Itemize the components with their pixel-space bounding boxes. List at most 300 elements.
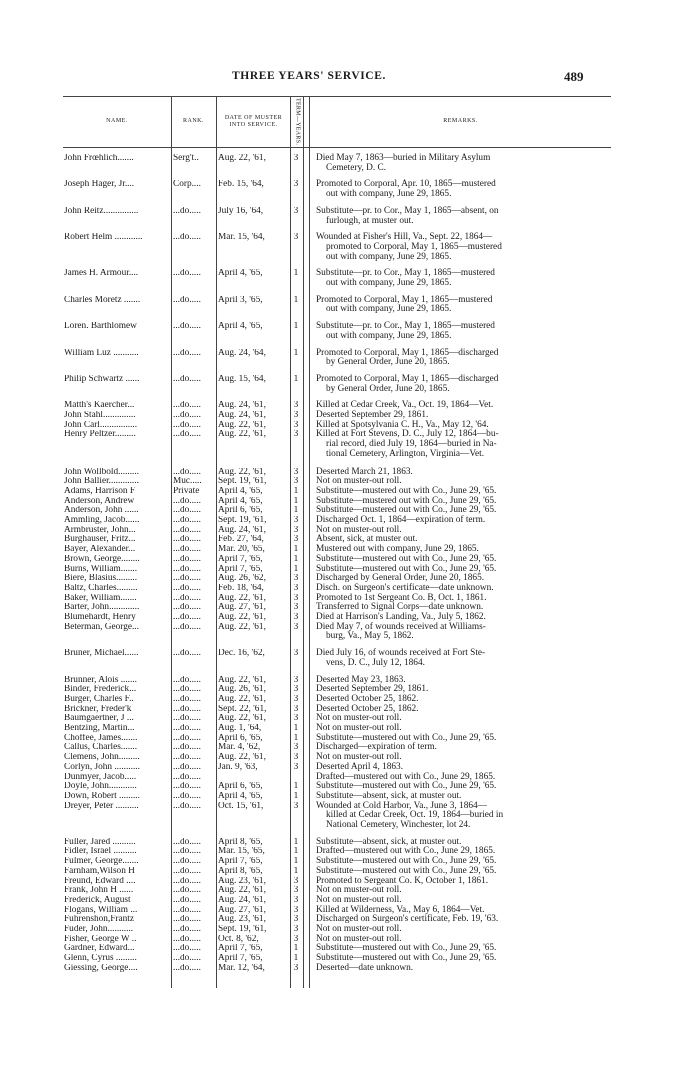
muster-date: Feb. 15, '64, [218, 180, 264, 190]
term-years: 3 [293, 420, 299, 430]
header-term: TERM—YEARS. [294, 97, 301, 146]
soldier-name: Brown, George........ [64, 554, 140, 564]
remarks-line: Died May 7, of wounds received at Williams- [316, 621, 486, 632]
muster-date: April 6, '65, [218, 782, 263, 792]
soldier-name: Fidler, Israel .......... [64, 847, 137, 857]
remarks-line: Substitute—mustered out with Co., June 29, '65. [316, 553, 497, 564]
soldier-name: James H. Armour.... [64, 269, 139, 279]
soldier-rank: Private [173, 486, 200, 496]
soldier-rank: ...do..... [173, 545, 201, 555]
remarks-line: Died July 16, of wounds received at Fort Ste- [316, 648, 486, 659]
term-years: 1 [293, 954, 299, 964]
soldier-name: Biere, Blasius......... [64, 574, 138, 584]
soldier-name: Baltz, Charles......... [64, 583, 138, 593]
muster-date: Aug. 26, '61, [218, 685, 266, 695]
term-years: 3 [293, 593, 299, 603]
remarks-cell [316, 207, 606, 226]
muster-date: Aug. 22, '61, [218, 430, 266, 440]
muster-date: Aug. 22, '61, [218, 154, 266, 163]
soldier-name: Burghauser, Fritz... [64, 535, 136, 545]
soldier-name: Baumgaertner, J ... [64, 714, 134, 724]
remarks-line: Killed at Fort Stevens, D. C., July 12, 1864—bu- [316, 429, 499, 440]
term-years: 3 [293, 206, 299, 216]
term-years: 3 [293, 583, 299, 593]
remarks-line: killed at Cedar Creek, Oct. 19, 1864—buried in [326, 810, 504, 821]
remarks-cell [316, 430, 606, 459]
remarks-line: Not on muster-out roll. [316, 524, 402, 535]
term-years: 3 [293, 574, 299, 584]
muster-date: April 4, '65, [218, 322, 263, 332]
soldier-rank: ...do..... [173, 554, 201, 564]
soldier-rank: ...do..... [173, 704, 201, 714]
term-years: 1 [293, 791, 299, 801]
soldier-name: Fuder, John........... [64, 925, 134, 934]
remarks-cell [316, 649, 606, 668]
soldier-rank: ...do..... [173, 944, 201, 954]
soldier-rank: ...do..... [173, 895, 201, 905]
remarks-line: by General Order, June 20, 1865. [326, 383, 450, 394]
remarks-line: Mustered out with company, June 29, 1865. [316, 544, 479, 555]
soldier-rank: ...do..... [173, 675, 201, 685]
remarks-line: Not on muster-out roll. [316, 476, 402, 487]
term-years: 3 [293, 801, 299, 811]
term-years: 3 [293, 430, 299, 440]
muster-date: April 6, '65, [218, 506, 263, 516]
remarks-line: Disch. on Surgeon's certificate—date unknown. [316, 582, 494, 593]
muster-date: Aug. 27, '61, [218, 603, 266, 613]
term-years: 1 [293, 545, 299, 555]
term-years: 3 [293, 895, 299, 905]
soldier-rank: ...do..... [173, 603, 201, 613]
remarks-line: Promoted to Corporal, Apr. 10, 1865—mustered [316, 179, 496, 190]
soldier-name: John Frœhlich....... [64, 154, 134, 163]
muster-date: Feb. 27, '64, [218, 535, 264, 545]
soldier-name: Frank, John H ...... [64, 886, 134, 896]
remarks-line: Promoted to Sergeant Co. K, October 1, 1861. [316, 875, 489, 886]
term-years: 1 [293, 295, 299, 305]
remarks-line: vens, D. C., July 12, 1864. [326, 657, 425, 668]
muster-date: Aug. 15, '64, [218, 374, 266, 384]
term-years: 3 [293, 233, 299, 243]
remarks-line: Not on muster-out roll. [316, 894, 402, 905]
muster-date: Oct. 15, '61, [218, 801, 264, 811]
remarks-line: Substitute—mustered out with Co., June 29, '65. [316, 856, 497, 867]
soldier-rank: ...do..... [173, 593, 201, 603]
term-years: 3 [293, 685, 299, 695]
remarks-cell [316, 802, 606, 831]
soldier-rank: ...do..... [173, 733, 201, 743]
muster-date: Aug. 22, '61, [218, 886, 266, 896]
soldier-rank: ...do..... [173, 876, 201, 886]
term-years: 1 [293, 724, 299, 733]
remarks-line: Promoted to Corporal, May 1, 1865—discharged [316, 373, 499, 384]
soldier-name: Doyle, John............ [64, 782, 137, 792]
soldier-rank: Corp.... [173, 180, 201, 190]
soldier-rank: ...do..... [173, 401, 201, 411]
soldier-name: Blumehardt, Henry [64, 613, 136, 622]
soldier-name: Charles Moretz ....... [64, 295, 141, 305]
term-years: 3 [293, 886, 299, 896]
remarks-line: Transferred to Signal Corps—date unknown. [316, 602, 484, 613]
soldier-rank: ...do..... [173, 206, 201, 216]
soldier-rank: ...do..... [173, 374, 201, 384]
term-years: 3 [293, 477, 299, 487]
muster-date: Mar. 12, '64, [218, 963, 265, 973]
remarks-cell [316, 296, 606, 315]
soldier-name: Beterman, George... [64, 622, 139, 632]
remarks-line: Deserted September 29, 1861. [316, 410, 429, 420]
muster-date: Jan. 9, '63, [218, 762, 258, 772]
remarks-line: Drafted—mustered out with Co., June 29, 1865. [316, 846, 496, 857]
soldier-name: John Reitz............... [64, 206, 139, 216]
soldier-name: John Carl................ [64, 420, 138, 430]
remarks-line: promoted to Corporal, May 1, 1865—mustered [326, 241, 502, 252]
soldier-name: Bentzing, Martin... [64, 724, 135, 733]
soldier-name: Brickner, Freder'k [64, 704, 132, 714]
muster-date: Oct. 8, '62, [218, 934, 259, 944]
soldier-rank: ...do..... [173, 613, 201, 622]
muster-date: Aug. 22, '61, [218, 753, 266, 763]
soldier-rank: ...do..... [173, 837, 201, 847]
soldier-name: Baker, William....... [64, 593, 137, 603]
term-years: 3 [293, 649, 299, 659]
soldier-name: Freund, Edward .... [64, 876, 136, 886]
soldier-rank: ...do..... [173, 583, 201, 593]
muster-date: Aug. 24, '61, [218, 525, 266, 535]
soldier-name: Frederick, August [64, 895, 131, 905]
term-years: 1 [293, 486, 299, 496]
soldier-name: Gardner, Edward... [64, 944, 135, 954]
page-number: 489 [564, 69, 584, 84]
term-years: 3 [293, 963, 299, 973]
soldier-name: Burns, William....... [64, 564, 138, 574]
term-years: 1 [293, 554, 299, 564]
muster-date: Feb. 18, '64, [218, 583, 264, 593]
soldier-rank: ...do..... [173, 506, 201, 516]
remarks-line: Promoted to Corporal, May 1, 1865—discharged [316, 347, 499, 358]
muster-date: Aug. 24, '61, [218, 411, 266, 420]
muster-date: April 7, '65, [218, 564, 263, 574]
soldier-name: John Wollbold......... [64, 467, 140, 477]
soldier-name: Clemens, John......... [64, 753, 140, 763]
soldier-rank: ...do..... [173, 430, 201, 440]
term-years: 1 [293, 506, 299, 516]
soldier-rank: ...do..... [173, 743, 201, 753]
soldier-rank: ...do..... [173, 905, 201, 915]
muster-date: Aug. 22, '61, [218, 675, 266, 685]
column-rule [216, 96, 217, 988]
muster-date: April 7, '65, [218, 954, 263, 964]
muster-date: Aug. 22, '61, [218, 420, 266, 430]
remarks-line: Not on muster-out roll. [316, 723, 402, 733]
remarks-line: Not on muster-out roll. [316, 885, 402, 896]
running-head-title: THREE YEARS' SERVICE. [232, 70, 386, 82]
remarks-line: Deserted April 4, 1863. [316, 761, 404, 772]
muster-date: April 7, '65, [218, 857, 263, 867]
muster-date: Aug. 27, '61, [218, 905, 266, 915]
term-years: 3 [293, 675, 299, 685]
term-years: 1 [293, 782, 299, 792]
remarks-line: Wounded at Cold Harbor, Va., June 3, 1864— [316, 800, 487, 811]
remarks-line: Deserted October 25, 1862. [316, 693, 419, 704]
term-years: 3 [293, 603, 299, 613]
soldier-rank: ...do..... [173, 322, 201, 332]
term-years: 3 [293, 714, 299, 724]
muster-date: April 7, '65, [218, 554, 263, 564]
term-years: 3 [293, 516, 299, 525]
soldier-rank: ...do..... [173, 525, 201, 535]
soldier-name: Philip Schwartz ...... [64, 374, 140, 384]
remarks-line: Deserted May 23, 1863. [316, 674, 406, 685]
remarks-line: out with company, June 29, 1865. [326, 189, 452, 200]
remarks-line: Discharged on Surgeon's certificate, Feb. 19, '63. [316, 914, 499, 925]
term-years: 1 [293, 564, 299, 574]
soldier-rank: ...do..... [173, 762, 201, 772]
remarks-line: Substitute—mustered out with Co., June 29, '65. [316, 485, 497, 496]
term-years: 3 [293, 905, 299, 915]
remarks-line: Wounded at Fisher's Hill, Va., Sept. 22, 1864— [316, 232, 493, 243]
term-years: 3 [293, 180, 299, 190]
term-years: 3 [293, 535, 299, 545]
remarks-line: Substitute—mustered out with Co., June 29, '65. [316, 781, 497, 792]
remarks-cell [316, 349, 606, 368]
soldier-name: Matth's Kaercher... [64, 401, 135, 411]
remarks-line: Deserted September 29, 1861. [316, 684, 429, 695]
term-years: 3 [293, 934, 299, 944]
term-years: 1 [293, 269, 299, 279]
muster-date: Mar. 20, '65, [218, 545, 265, 555]
remarks-line: Killed at Cedar Creek, Va., Oct. 19, 1864—Vet. [316, 400, 494, 411]
term-years: 3 [293, 925, 299, 934]
muster-date: Aug. 23, '61, [218, 915, 266, 925]
soldier-rank: ...do..... [173, 782, 201, 792]
soldier-name: Dunmyer, Jacob..... [64, 772, 137, 782]
soldier-rank: ...do..... [173, 685, 201, 695]
remarks-line: Discharged—expiration of term. [316, 742, 437, 753]
soldier-rank: ...do..... [173, 420, 201, 430]
soldier-rank: ...do..... [173, 269, 201, 279]
soldier-rank: ...do..... [173, 847, 201, 857]
soldier-name: Barter, John............. [64, 603, 140, 613]
remarks-line: National Cemetery, Winchester, lot 24. [326, 820, 471, 830]
muster-date: July 16, '64, [218, 206, 264, 216]
term-years: 3 [293, 613, 299, 622]
remarks-line: Substitute—mustered out with Co., June 29, '65. [316, 865, 497, 876]
roster-table [63, 96, 611, 988]
remarks-cell [316, 964, 606, 974]
soldier-name: Giessing, George.... [64, 963, 138, 973]
soldier-name: Burger, Charles F.. [64, 694, 134, 704]
header-date: DATE OF MUSTER INTO SERVICE. [224, 114, 283, 128]
muster-date: April 4, '65, [218, 791, 263, 801]
term-years: 1 [293, 348, 299, 358]
soldier-rank: ...do..... [173, 496, 201, 506]
remarks-line: out with company, June 29, 1865. [326, 304, 452, 315]
soldier-name: Ammling, Jacob...... [64, 516, 140, 525]
soldier-rank: ...do..... [173, 753, 201, 763]
soldier-rank: ...do..... [173, 934, 201, 944]
term-years: 3 [293, 411, 299, 420]
remarks-line: Promoted to Corporal, May 1, 1865—mustered [316, 294, 493, 305]
muster-date: Aug. 22, '61, [218, 622, 266, 632]
soldier-name: Fuhrenshon,Frantz [64, 915, 134, 925]
muster-date: Mar. 15, '65, [218, 847, 265, 857]
muster-date: April 4, '65, [218, 486, 263, 496]
remarks-line: furlough, at muster out. [326, 215, 414, 226]
column-rule [309, 96, 310, 988]
muster-date: Aug. 22, '61, [218, 613, 266, 622]
soldier-name: John Ballier............. [64, 477, 139, 487]
term-years: 1 [293, 496, 299, 506]
remarks-line: Substitute—absent, sick, at muster out. [316, 836, 462, 847]
remarks-line: out with company, June 29, 1865. [326, 278, 452, 288]
soldier-name: Fuller, Jared .......... [64, 837, 136, 847]
muster-date: Aug. 22, '61, [218, 694, 266, 704]
soldier-name: Fisher, George W .. [64, 934, 137, 944]
term-years: 3 [293, 876, 299, 886]
soldier-name: William Luz ........... [64, 348, 139, 358]
soldier-rank: ...do..... [173, 857, 201, 867]
muster-date: Aug. 24, '61, [218, 401, 266, 411]
term-years: 1 [293, 733, 299, 743]
soldier-rank: Serg't.. [173, 154, 199, 163]
term-years: 3 [293, 762, 299, 772]
muster-date: Aug. 1, '64, [218, 724, 262, 733]
term-years: 3 [293, 467, 299, 477]
soldier-rank: ...do..... [173, 535, 201, 545]
remarks-cell [316, 322, 606, 341]
term-years: 3 [293, 704, 299, 714]
muster-date: April 4, '65, [218, 269, 263, 279]
soldier-name: Adams, Harrison F [64, 486, 136, 496]
remarks-line: Substitute—absent, sick, at muster out. [316, 790, 462, 801]
header-name: NAME. [106, 118, 128, 124]
muster-date: Sept. 19, '61, [218, 477, 267, 487]
term-years: 1 [293, 847, 299, 857]
muster-date: April 8, '65, [218, 837, 263, 847]
remarks-line: Discharged Oct. 1, 1864—expiration of term. [316, 515, 486, 525]
term-years: 3 [293, 622, 299, 632]
soldier-rank: ...do..... [173, 915, 201, 925]
soldier-rank: ...do..... [173, 954, 201, 964]
soldier-name: Bayer, Alexander... [64, 545, 136, 555]
remarks-line: Discharged by General Order, June 20, 1865. [316, 573, 485, 584]
muster-date: April 7, '65, [218, 944, 263, 954]
soldier-name: Armbruster, John... [64, 525, 136, 535]
soldier-name: Brunner, Alois ....... [64, 675, 137, 685]
soldier-rank: ...do..... [173, 516, 201, 525]
remarks-line: Absent, sick, at muster out. [316, 534, 418, 545]
remarks-line: Substitute—mustered out with Co., June 29, '65. [316, 505, 497, 516]
term-years: 3 [293, 401, 299, 411]
soldier-name: Loren. Barthlomew [64, 322, 137, 332]
soldier-rank: ...do..... [173, 714, 201, 724]
header-rank: RANK. [182, 118, 204, 124]
remarks-line: Cemetery, D. C. [326, 162, 387, 173]
muster-date: Dec. 16, '62, [218, 649, 265, 659]
remarks-line: Deserted—date unknown. [316, 962, 414, 973]
column-rule [171, 96, 172, 988]
soldier-rank: ...do..... [173, 233, 201, 243]
remarks-line: Substitute—mustered out with Co., June 29, '65. [316, 563, 497, 574]
soldier-name: Glenn, Cyrus ......... [64, 954, 137, 964]
soldier-rank: ...do..... [173, 886, 201, 896]
column-rule [303, 96, 304, 988]
term-years: 1 [293, 944, 299, 954]
muster-date: Aug. 24, '64, [218, 348, 266, 358]
running-head [0, 70, 680, 84]
soldier-name: Binder, Frederick... [64, 685, 137, 695]
soldier-rank: ...do..... [173, 411, 201, 420]
soldier-rank: ...do..... [173, 866, 201, 876]
soldier-name: Henry Peltzer......... [64, 430, 136, 440]
soldier-rank: ...do..... [173, 574, 201, 584]
remarks-line: Not on muster-out roll. [316, 752, 402, 763]
term-years: 3 [293, 743, 299, 753]
muster-date: Aug. 22, '61, [218, 467, 266, 477]
remarks-line: Killed at Spotsylvania C. H., Va., May 12, '64. [316, 419, 489, 430]
soldier-name: Anderson, John ...... [64, 506, 139, 516]
soldier-rank: ...do..... [173, 649, 201, 659]
muster-date: April 3, '65, [218, 295, 263, 305]
soldier-name: Fulmer, George....... [64, 857, 139, 867]
remarks-cell [316, 180, 606, 199]
soldier-name: Choffee, James....... [64, 733, 138, 743]
soldier-name: Robert Helm ............ [64, 233, 143, 243]
soldier-rank: ...do..... [173, 963, 201, 973]
soldier-name: Bruner, Michael...... [64, 649, 139, 659]
remarks-line: Substitute—mustered out with Co., June 29, '65. [316, 732, 497, 743]
remarks-line: out with company, June 29, 1865. [326, 251, 452, 262]
term-years: 1 [293, 866, 299, 876]
term-years: 3 [293, 753, 299, 763]
remarks-line: Substitute—pr. to Cor., May 1, 1865—mustered [316, 268, 495, 279]
muster-date: Aug. 23, '61, [218, 876, 266, 886]
soldier-rank: ...do..... [173, 724, 201, 733]
term-years: 3 [293, 915, 299, 925]
remarks-line: Substitute—pr. to Cor., May 1, 1865—absent, on [316, 205, 499, 216]
soldier-rank: Muc..... [173, 477, 202, 487]
term-years: 1 [293, 374, 299, 384]
soldier-rank: ...do..... [173, 801, 201, 811]
remarks-line: burg, Va., May 5, 1862. [326, 631, 414, 642]
term-years: 3 [293, 154, 299, 163]
term-years: 1 [293, 837, 299, 847]
muster-date: Sept. 19, '61, [218, 925, 267, 934]
muster-date: Aug. 22, '61, [218, 593, 266, 603]
remarks-line: Promoted to 1st Sergeant Co. B, Oct. 1, 1861. [316, 592, 487, 603]
muster-date: Sept. 19, '61, [218, 516, 267, 525]
soldier-name: Anderson, Andrew [64, 496, 135, 506]
soldier-rank: ...do..... [173, 925, 201, 934]
soldier-rank: ...do..... [173, 622, 201, 632]
term-years: 3 [293, 694, 299, 704]
soldier-rank: ...do..... [173, 694, 201, 704]
term-years: 1 [293, 857, 299, 867]
soldier-rank: ...do..... [173, 791, 201, 801]
soldier-name: Corlyn, John ........... [64, 762, 140, 772]
remarks-cell [316, 269, 606, 288]
remarks-line: Not on muster-out roll. [316, 933, 402, 944]
muster-date: April 4, '65, [218, 496, 263, 506]
remarks-line: Substitute—mustered out with Co., June 29, '65. [316, 495, 497, 506]
remarks-line: Drafted—mustered out with Co., June 29, 1865. [316, 771, 496, 782]
remarks-line: Substitute—mustered out with Co., June 29, '65. [316, 943, 497, 954]
muster-date: Mar. 4, '62, [218, 743, 261, 753]
muster-date: Aug. 22, '61, [218, 714, 266, 724]
soldier-name: Joseph Hager, Jr.... [64, 180, 135, 190]
remarks-line: Substitute—pr. to Cor., May 1, 1865—mustered [316, 321, 495, 332]
